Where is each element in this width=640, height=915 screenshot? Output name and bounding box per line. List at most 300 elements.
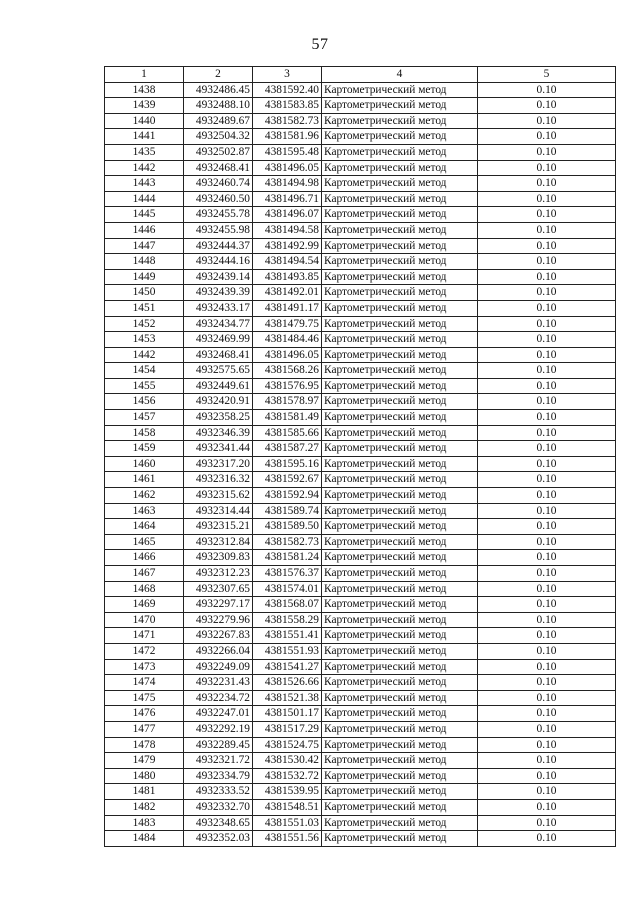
x-coordinate-cell: 4932455.78 — [184, 207, 253, 223]
table-row — [105, 316, 616, 332]
point-number-cell: 1460 — [105, 456, 184, 472]
y-coordinate-cell: 4381494.54 — [253, 254, 322, 270]
method-cell: Картометрический метод — [322, 378, 478, 394]
accuracy-cell: 0.10 — [478, 799, 616, 815]
method-cell: Картометрический метод — [322, 534, 478, 550]
table-row — [105, 799, 616, 815]
method-cell: Картометрический метод — [322, 456, 478, 472]
y-coordinate-cell: 4381587.27 — [253, 441, 322, 457]
method-cell: Картометрический метод — [322, 753, 478, 769]
method-cell: Картометрический метод — [322, 706, 478, 722]
accuracy-cell: 0.10 — [478, 316, 616, 332]
point-number-cell: 1470 — [105, 612, 184, 628]
method-cell: Картометрический метод — [322, 597, 478, 613]
point-number-cell: 1449 — [105, 269, 184, 285]
accuracy-cell: 0.10 — [478, 550, 616, 566]
y-coordinate-cell: 4381551.93 — [253, 643, 322, 659]
method-cell: Картометрический метод — [322, 300, 478, 316]
y-coordinate-cell: 4381479.75 — [253, 316, 322, 332]
x-coordinate-cell: 4932341.44 — [184, 441, 253, 457]
point-number-cell: 1459 — [105, 441, 184, 457]
method-cell: Картометрический метод — [322, 363, 478, 379]
method-cell: Картометрический метод — [322, 332, 478, 348]
x-coordinate-cell: 4932279.96 — [184, 612, 253, 628]
x-coordinate-cell: 4932444.37 — [184, 238, 253, 254]
table-row — [105, 332, 616, 348]
y-coordinate-cell: 4381595.16 — [253, 456, 322, 472]
accuracy-cell: 0.10 — [478, 176, 616, 192]
x-coordinate-cell: 4932444.16 — [184, 254, 253, 270]
x-coordinate-cell: 4932315.21 — [184, 519, 253, 535]
point-number-cell: 1444 — [105, 191, 184, 207]
table-row — [105, 441, 616, 457]
method-cell: Картометрический метод — [322, 160, 478, 176]
method-cell: Картометрический метод — [322, 254, 478, 270]
table-row — [105, 612, 616, 628]
x-coordinate-cell: 4932358.25 — [184, 410, 253, 426]
table-row — [105, 425, 616, 441]
point-number-cell: 1463 — [105, 503, 184, 519]
table-row — [105, 550, 616, 566]
y-coordinate-cell: 4381524.75 — [253, 737, 322, 753]
point-number-cell: 1442 — [105, 160, 184, 176]
method-cell: Картометрический метод — [322, 191, 478, 207]
x-coordinate-cell: 4932297.17 — [184, 597, 253, 613]
table-row — [105, 456, 616, 472]
method-cell: Картометрический метод — [322, 98, 478, 114]
table-row — [105, 659, 616, 675]
accuracy-cell: 0.10 — [478, 129, 616, 145]
y-coordinate-cell: 4381583.85 — [253, 98, 322, 114]
point-number-cell: 1454 — [105, 363, 184, 379]
accuracy-cell: 0.10 — [478, 519, 616, 535]
table-row — [105, 503, 616, 519]
accuracy-cell: 0.10 — [478, 160, 616, 176]
x-coordinate-cell: 4932434.77 — [184, 316, 253, 332]
y-coordinate-cell: 4381592.67 — [253, 472, 322, 488]
point-number-cell: 1471 — [105, 628, 184, 644]
table-row — [105, 831, 616, 847]
method-cell: Картометрический метод — [322, 519, 478, 535]
point-number-cell: 1450 — [105, 285, 184, 301]
point-number-cell: 1476 — [105, 706, 184, 722]
y-coordinate-cell: 4381551.41 — [253, 628, 322, 644]
table-row — [105, 815, 616, 831]
accuracy-cell: 0.10 — [478, 191, 616, 207]
method-cell: Картометрический метод — [322, 815, 478, 831]
method-cell: Картометрический метод — [322, 238, 478, 254]
x-coordinate-cell: 4932312.23 — [184, 566, 253, 582]
x-coordinate-cell: 4932333.52 — [184, 784, 253, 800]
accuracy-cell: 0.10 — [478, 753, 616, 769]
y-coordinate-cell: 4381496.71 — [253, 191, 322, 207]
method-cell: Картометрический метод — [322, 113, 478, 129]
method-cell: Картометрический метод — [322, 82, 478, 98]
method-cell: Картометрический метод — [322, 269, 478, 285]
accuracy-cell: 0.10 — [478, 113, 616, 129]
table-row — [105, 82, 616, 98]
x-coordinate-cell: 4932292.19 — [184, 721, 253, 737]
method-cell: Картометрический метод — [322, 612, 478, 628]
method-cell: Картометрический метод — [322, 472, 478, 488]
y-coordinate-cell: 4381589.74 — [253, 503, 322, 519]
y-coordinate-cell: 4381576.95 — [253, 378, 322, 394]
y-coordinate-cell: 4381574.01 — [253, 581, 322, 597]
method-cell: Картометрический метод — [322, 768, 478, 784]
method-cell: Картометрический метод — [322, 831, 478, 847]
method-cell: Картометрический метод — [322, 628, 478, 644]
method-cell: Картометрический метод — [322, 488, 478, 504]
coordinates-table — [104, 66, 616, 847]
x-coordinate-cell: 4932486.45 — [184, 82, 253, 98]
y-coordinate-cell: 4381492.01 — [253, 285, 322, 301]
y-coordinate-cell: 4381492.99 — [253, 238, 322, 254]
accuracy-cell: 0.10 — [478, 581, 616, 597]
method-cell: Картометрический метод — [322, 144, 478, 160]
y-coordinate-cell: 4381494.98 — [253, 176, 322, 192]
table-row — [105, 488, 616, 504]
point-number-cell: 1441 — [105, 129, 184, 145]
point-number-cell: 1472 — [105, 643, 184, 659]
x-coordinate-cell: 4932439.14 — [184, 269, 253, 285]
point-number-cell: 1457 — [105, 410, 184, 426]
point-number-cell: 1468 — [105, 581, 184, 597]
point-number-cell: 1474 — [105, 675, 184, 691]
point-number-cell: 1481 — [105, 784, 184, 800]
x-coordinate-cell: 4932352.03 — [184, 831, 253, 847]
y-coordinate-cell: 4381581.24 — [253, 550, 322, 566]
x-coordinate-cell: 4932488.10 — [184, 98, 253, 114]
table-row — [105, 191, 616, 207]
method-cell: Картометрический метод — [322, 550, 478, 566]
table-row — [105, 222, 616, 238]
method-cell: Картометрический метод — [322, 643, 478, 659]
point-number-cell: 1455 — [105, 378, 184, 394]
table-row — [105, 113, 616, 129]
accuracy-cell: 0.10 — [478, 144, 616, 160]
point-number-cell: 1438 — [105, 82, 184, 98]
x-coordinate-cell: 4932307.65 — [184, 581, 253, 597]
method-cell: Картометрический метод — [322, 410, 478, 426]
accuracy-cell: 0.10 — [478, 347, 616, 363]
accuracy-cell: 0.10 — [478, 332, 616, 348]
x-coordinate-cell: 4932312.84 — [184, 534, 253, 550]
method-cell: Картометрический метод — [322, 737, 478, 753]
method-cell: Картометрический метод — [322, 394, 478, 410]
point-number-cell: 1445 — [105, 207, 184, 223]
accuracy-cell: 0.10 — [478, 566, 616, 582]
method-cell: Картометрический метод — [322, 441, 478, 457]
table-row — [105, 534, 616, 550]
accuracy-cell: 0.10 — [478, 690, 616, 706]
accuracy-cell: 0.10 — [478, 488, 616, 504]
table-row — [105, 784, 616, 800]
y-coordinate-cell: 4381589.50 — [253, 519, 322, 535]
y-coordinate-cell: 4381530.42 — [253, 753, 322, 769]
table-row — [105, 269, 616, 285]
method-cell: Картометрический метод — [322, 222, 478, 238]
point-number-cell: 1452 — [105, 316, 184, 332]
accuracy-cell: 0.10 — [478, 643, 616, 659]
x-coordinate-cell: 4932332.70 — [184, 799, 253, 815]
y-coordinate-cell: 4381558.29 — [253, 612, 322, 628]
x-coordinate-cell: 4932460.50 — [184, 191, 253, 207]
y-coordinate-cell: 4381581.96 — [253, 129, 322, 145]
y-coordinate-cell: 4381541.27 — [253, 659, 322, 675]
table-row — [105, 566, 616, 582]
method-cell: Картометрический метод — [322, 566, 478, 582]
accuracy-cell: 0.10 — [478, 238, 616, 254]
point-number-cell: 1446 — [105, 222, 184, 238]
y-coordinate-cell: 4381595.48 — [253, 144, 322, 160]
table-row — [105, 254, 616, 270]
y-coordinate-cell: 4381568.07 — [253, 597, 322, 613]
point-number-cell: 1469 — [105, 597, 184, 613]
point-number-cell: 1451 — [105, 300, 184, 316]
y-coordinate-cell: 4381493.85 — [253, 269, 322, 285]
point-number-cell: 1475 — [105, 690, 184, 706]
point-number-cell: 1442 — [105, 347, 184, 363]
y-coordinate-cell: 4381568.26 — [253, 363, 322, 379]
accuracy-cell: 0.10 — [478, 597, 616, 613]
accuracy-cell: 0.10 — [478, 784, 616, 800]
accuracy-cell: 0.10 — [478, 254, 616, 270]
x-coordinate-cell: 4932231.43 — [184, 675, 253, 691]
table-row — [105, 410, 616, 426]
point-number-cell: 1484 — [105, 831, 184, 847]
y-coordinate-cell: 4381521.38 — [253, 690, 322, 706]
x-coordinate-cell: 4932468.41 — [184, 347, 253, 363]
point-number-cell: 1465 — [105, 534, 184, 550]
header-col-3: 3 — [253, 67, 322, 83]
accuracy-cell: 0.10 — [478, 721, 616, 737]
accuracy-cell: 0.10 — [478, 410, 616, 426]
point-number-cell: 1482 — [105, 799, 184, 815]
table-row — [105, 519, 616, 535]
x-coordinate-cell: 4932348.65 — [184, 815, 253, 831]
accuracy-cell: 0.10 — [478, 285, 616, 301]
page-number: 57 — [311, 36, 329, 53]
table-row — [105, 238, 616, 254]
point-number-cell: 1440 — [105, 113, 184, 129]
table-row — [105, 129, 616, 145]
method-cell: Картометрический метод — [322, 675, 478, 691]
x-coordinate-cell: 4932469.99 — [184, 332, 253, 348]
point-number-cell: 1467 — [105, 566, 184, 582]
point-number-cell: 1447 — [105, 238, 184, 254]
x-coordinate-cell: 4932449.61 — [184, 378, 253, 394]
accuracy-cell: 0.10 — [478, 503, 616, 519]
y-coordinate-cell: 4381496.05 — [253, 160, 322, 176]
table-row — [105, 768, 616, 784]
accuracy-cell: 0.10 — [478, 456, 616, 472]
x-coordinate-cell: 4932289.45 — [184, 737, 253, 753]
accuracy-cell: 0.10 — [478, 378, 616, 394]
x-coordinate-cell: 4932468.41 — [184, 160, 253, 176]
table-row — [105, 753, 616, 769]
y-coordinate-cell: 4381592.40 — [253, 82, 322, 98]
method-cell: Картометрический метод — [322, 347, 478, 363]
table-row — [105, 721, 616, 737]
table-row — [105, 144, 616, 160]
accuracy-cell: 0.10 — [478, 269, 616, 285]
point-number-cell: 1453 — [105, 332, 184, 348]
y-coordinate-cell: 4381582.73 — [253, 113, 322, 129]
x-coordinate-cell: 4932460.74 — [184, 176, 253, 192]
x-coordinate-cell: 4932439.39 — [184, 285, 253, 301]
x-coordinate-cell: 4932234.72 — [184, 690, 253, 706]
table-row — [105, 378, 616, 394]
y-coordinate-cell: 4381592.94 — [253, 488, 322, 504]
point-number-cell: 1480 — [105, 768, 184, 784]
y-coordinate-cell: 4381576.37 — [253, 566, 322, 582]
y-coordinate-cell: 4381484.46 — [253, 332, 322, 348]
y-coordinate-cell: 4381585.66 — [253, 425, 322, 441]
accuracy-cell: 0.10 — [478, 425, 616, 441]
y-coordinate-cell: 4381491.17 — [253, 300, 322, 316]
table-header-row — [105, 67, 616, 83]
table-row — [105, 643, 616, 659]
point-number-cell: 1443 — [105, 176, 184, 192]
y-coordinate-cell: 4381501.17 — [253, 706, 322, 722]
point-number-cell: 1477 — [105, 721, 184, 737]
x-coordinate-cell: 4932317.20 — [184, 456, 253, 472]
table-row — [105, 207, 616, 223]
y-coordinate-cell: 4381548.51 — [253, 799, 322, 815]
method-cell: Картометрический метод — [322, 176, 478, 192]
x-coordinate-cell: 4932316.32 — [184, 472, 253, 488]
accuracy-cell: 0.10 — [478, 534, 616, 550]
header-col-5: 5 — [478, 67, 616, 83]
x-coordinate-cell: 4932433.17 — [184, 300, 253, 316]
y-coordinate-cell: 4381494.58 — [253, 222, 322, 238]
x-coordinate-cell: 4932266.04 — [184, 643, 253, 659]
method-cell: Картометрический метод — [322, 285, 478, 301]
x-coordinate-cell: 4932321.72 — [184, 753, 253, 769]
accuracy-cell: 0.10 — [478, 300, 616, 316]
method-cell: Картометрический метод — [322, 316, 478, 332]
table-row — [105, 285, 616, 301]
accuracy-cell: 0.10 — [478, 768, 616, 784]
point-number-cell: 1458 — [105, 425, 184, 441]
table-row — [105, 675, 616, 691]
table-row — [105, 347, 616, 363]
method-cell: Картометрический метод — [322, 425, 478, 441]
accuracy-cell: 0.10 — [478, 675, 616, 691]
x-coordinate-cell: 4932502.87 — [184, 144, 253, 160]
accuracy-cell: 0.10 — [478, 612, 616, 628]
point-number-cell: 1435 — [105, 144, 184, 160]
x-coordinate-cell: 4932334.79 — [184, 768, 253, 784]
table-row — [105, 597, 616, 613]
table-row — [105, 706, 616, 722]
point-number-cell: 1462 — [105, 488, 184, 504]
point-number-cell: 1473 — [105, 659, 184, 675]
accuracy-cell: 0.10 — [478, 815, 616, 831]
point-number-cell: 1448 — [105, 254, 184, 270]
accuracy-cell: 0.10 — [478, 222, 616, 238]
point-number-cell: 1456 — [105, 394, 184, 410]
y-coordinate-cell: 4381581.49 — [253, 410, 322, 426]
method-cell: Картометрический метод — [322, 207, 478, 223]
y-coordinate-cell: 4381496.07 — [253, 207, 322, 223]
table-row — [105, 300, 616, 316]
accuracy-cell: 0.10 — [478, 441, 616, 457]
x-coordinate-cell: 4932309.83 — [184, 550, 253, 566]
table-row — [105, 160, 616, 176]
accuracy-cell: 0.10 — [478, 207, 616, 223]
point-number-cell: 1439 — [105, 98, 184, 114]
x-coordinate-cell: 4932315.62 — [184, 488, 253, 504]
method-cell: Картометрический метод — [322, 784, 478, 800]
y-coordinate-cell: 4381551.03 — [253, 815, 322, 831]
table-row — [105, 98, 616, 114]
method-cell: Картометрический метод — [322, 721, 478, 737]
x-coordinate-cell: 4932420.91 — [184, 394, 253, 410]
accuracy-cell: 0.10 — [478, 706, 616, 722]
point-number-cell: 1461 — [105, 472, 184, 488]
y-coordinate-cell: 4381526.66 — [253, 675, 322, 691]
y-coordinate-cell: 4381582.73 — [253, 534, 322, 550]
x-coordinate-cell: 4932249.09 — [184, 659, 253, 675]
y-coordinate-cell: 4381532.72 — [253, 768, 322, 784]
y-coordinate-cell: 4381496.05 — [253, 347, 322, 363]
y-coordinate-cell: 4381551.56 — [253, 831, 322, 847]
point-number-cell: 1466 — [105, 550, 184, 566]
accuracy-cell: 0.10 — [478, 82, 616, 98]
accuracy-cell: 0.10 — [478, 394, 616, 410]
table-row — [105, 737, 616, 753]
accuracy-cell: 0.10 — [478, 659, 616, 675]
table-row — [105, 581, 616, 597]
x-coordinate-cell: 4932267.83 — [184, 628, 253, 644]
accuracy-cell: 0.10 — [478, 628, 616, 644]
point-number-cell: 1464 — [105, 519, 184, 535]
accuracy-cell: 0.10 — [478, 831, 616, 847]
x-coordinate-cell: 4932314.44 — [184, 503, 253, 519]
x-coordinate-cell: 4932504.32 — [184, 129, 253, 145]
table-row — [105, 628, 616, 644]
table-body — [105, 82, 616, 846]
y-coordinate-cell: 4381517.29 — [253, 721, 322, 737]
method-cell: Картометрический метод — [322, 799, 478, 815]
point-number-cell: 1478 — [105, 737, 184, 753]
accuracy-cell: 0.10 — [478, 98, 616, 114]
method-cell: Картометрический метод — [322, 503, 478, 519]
table-row — [105, 690, 616, 706]
method-cell: Картометрический метод — [322, 581, 478, 597]
x-coordinate-cell: 4932489.67 — [184, 113, 253, 129]
x-coordinate-cell: 4932575.65 — [184, 363, 253, 379]
point-number-cell: 1479 — [105, 753, 184, 769]
x-coordinate-cell: 4932455.98 — [184, 222, 253, 238]
y-coordinate-cell: 4381539.95 — [253, 784, 322, 800]
y-coordinate-cell: 4381578.97 — [253, 394, 322, 410]
method-cell: Картометрический метод — [322, 690, 478, 706]
header-col-1: 1 — [105, 67, 184, 83]
x-coordinate-cell: 4932346.39 — [184, 425, 253, 441]
table-row — [105, 472, 616, 488]
method-cell: Картометрический метод — [322, 659, 478, 675]
x-coordinate-cell: 4932247.01 — [184, 706, 253, 722]
table-row — [105, 176, 616, 192]
point-number-cell: 1483 — [105, 815, 184, 831]
accuracy-cell: 0.10 — [478, 737, 616, 753]
header-col-2: 2 — [184, 67, 253, 83]
table-row — [105, 394, 616, 410]
method-cell: Картометрический метод — [322, 129, 478, 145]
accuracy-cell: 0.10 — [478, 472, 616, 488]
